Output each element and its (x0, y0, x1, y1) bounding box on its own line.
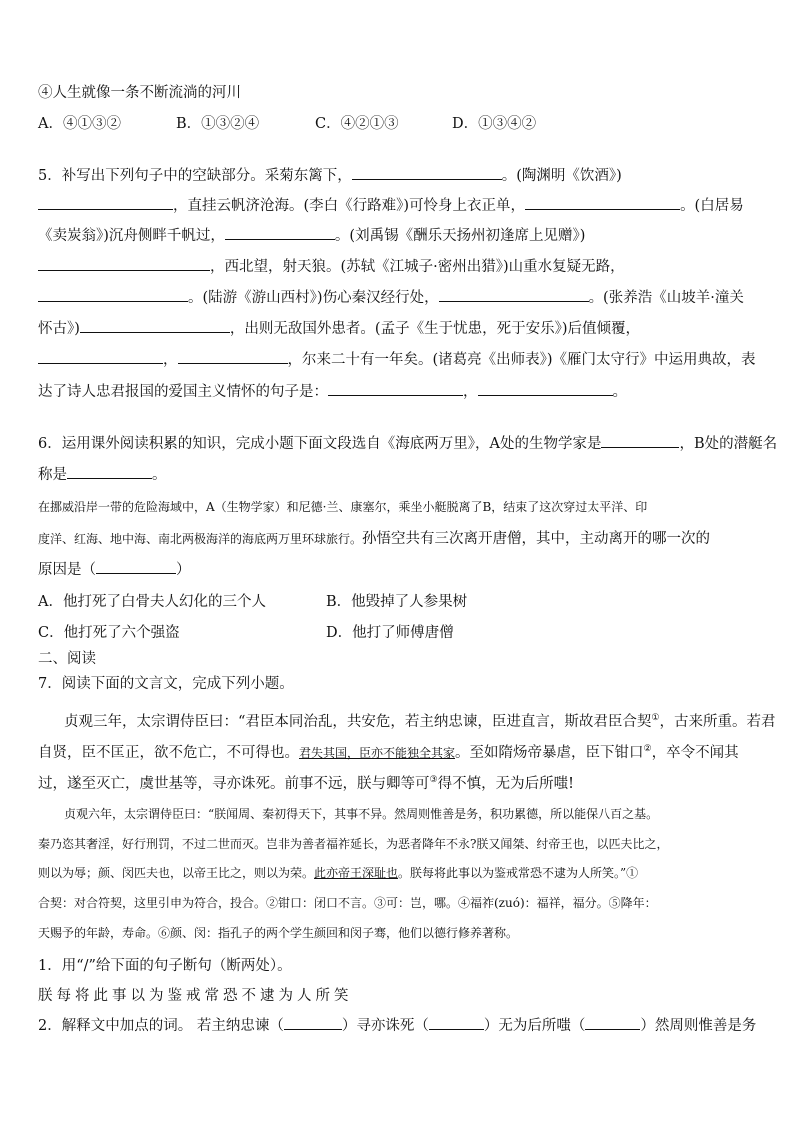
q5-line2: ，直挂云帆济沧海。(李白《行路难》)可怜身上衣正单， 。(白居易 (38, 195, 744, 217)
q5-line4: ，西北望，射天狼。(苏轼《江城子·密州出猎》)山重水复疑无路， (38, 256, 625, 278)
q5-line3: 《卖炭翁》)沉舟侧畔千帆过， 。(刘禹锡《酬乐天扬州初逢席上见赠》) (38, 225, 585, 247)
q5-line7: ， ，尔来二十有一年矣。(诸葛亮《出师表》)《雁门太守行》中运用典故，表 (38, 349, 756, 371)
q5-line1: 5．补写出下列句子中的空缺部分。采菊东篱下， 。(陶渊明《饮酒》) (38, 165, 622, 187)
q6-option-a: A．他打死了白骨夫人幻化的三个人 (38, 594, 266, 610)
q7-passage1-line3: 过，遂至灭亡，虞世基等，寻亦诛死。前事不远，朕与卿等可③得不慎，无为后所嗤! (38, 775, 574, 792)
q6-passage-line2: 度洋、红海、地中海、南北两极海洋的海底两万里环球旅行。孙悟空共有三次离开唐僧，其中，主动离开的哪一次的 (38, 531, 711, 547)
blank[interactable] (67, 464, 152, 479)
blank[interactable] (96, 559, 176, 574)
q7-notes-line2: 天赐予的年龄，寿命。⑥颜、闵：指孔子的两个学生颜回和闵子骞，他们以德行修养著称。 (38, 926, 519, 940)
q4-option-c: C．④②①③ (315, 116, 399, 132)
q6-line2: 称是 。 (38, 464, 167, 486)
blank[interactable] (178, 349, 288, 364)
q6-passage-line1: 在挪威沿岸一带的危险海域中，A（生物学家）和尼德·兰、康塞尔，乘坐小艇脱离了B，结束了这次穿过太平洋、印 (38, 500, 648, 514)
q6-question: 原因是（ ） (38, 559, 191, 581)
q4-option-d: D．①③④② (452, 116, 537, 132)
q7-passage2-line3: 则以为辱；颜、闵匹夫也，以帝王比之，则以为荣。此亦帝王深耻也。朕每将此事以为鉴戒常恐不逮为人所笑。”① (38, 866, 639, 880)
blank[interactable] (352, 165, 502, 180)
blank[interactable] (225, 225, 335, 240)
q4-item4: ④人生就像一条不断流淌的河川 (38, 85, 241, 101)
blank[interactable] (439, 287, 589, 302)
q4-option-b: B．①③②④ (176, 116, 260, 132)
blank[interactable] (478, 381, 613, 396)
q7-passage1-line2: 自贤，臣不匡正，欲不危亡，不可得也。君失其国，臣亦不能独全其家。至如隋炀帝暴虐，臣下钳口②，卒令不闻其 (38, 744, 739, 761)
q7-subquestion1: 1．用“/”给下面的句子断句（断两处）。 (38, 958, 292, 974)
q7-sentence-to-punctuate: 朕每将此事以为鉴戒常恐不逮为人所笑 (38, 988, 353, 1004)
blank[interactable] (38, 195, 173, 210)
q6-line1: 6．运用课外阅读积累的知识，完成小题下面文段选自《海底两万里》，A处的生物学家是 ，B处的潜艇名 (38, 433, 777, 455)
blank[interactable] (38, 349, 163, 364)
q6-option-d: D．他打了师傅唐僧 (326, 625, 454, 641)
q7-title: 7．阅读下面的文言文，完成下列小题。 (38, 676, 294, 692)
q7-passage1-line1: 贞观三年，太宗谓侍臣曰：“君臣本同治乱，共安危，若主纳忠谏，臣进直言，斯故君臣合契①，古来所重。若君 (64, 713, 776, 730)
section-heading: 二、阅读 (38, 651, 96, 667)
blank[interactable] (601, 433, 679, 448)
q7-passage2-line1: 贞观六年，太宗谓侍臣曰：“朕闻周、秦初得天下，其事不异。然周则惟善是务，积功累德，所以能保八百之基。 (64, 807, 659, 821)
q6-option-b: B．他毁掉了人参果树 (326, 594, 468, 610)
blank[interactable] (429, 1015, 484, 1030)
blank[interactable] (284, 1015, 342, 1030)
blank[interactable] (525, 195, 680, 210)
q7-subquestion2: 2．解释文中加点的词。 若主纳忠谏（ ）寻亦诛死（ ）无为后所嗤（ ）然周则惟善是务 (38, 1015, 756, 1037)
q5-line5: 。(陆游《游山西村》)伤心秦汉经行处， 。(张养浩《山坡羊·潼关 (38, 287, 744, 309)
blank[interactable] (38, 287, 188, 302)
q5-line8: 达了诗人忠君报国的爱国主义情怀的句子是： ， 。 (38, 381, 627, 403)
blank[interactable] (80, 318, 230, 333)
q6-option-c: C．他打死了六个强盗 (38, 625, 180, 641)
q7-passage2-line2: 秦乃恣其奢淫，好行刑罚，不过二世而灭。岂非为善者福祚延长，为恶者降年不永?朕又闻桀、纣帝王也，以匹夫比之， (38, 837, 669, 851)
blank[interactable] (38, 256, 210, 271)
q7-notes-line1: 合契：对合符契，这里引申为符合，投合。②钳口：闭口不言。③可：岂，哪。④福祚(zuó)：福祥，福分。⑤降年： (38, 896, 657, 910)
q5-line6: 怀古》) ，出则无敌国外患者。(孟子《生于忧患，死于安乐》)后值倾覆， (38, 318, 640, 340)
blank[interactable] (328, 381, 463, 396)
q4-option-a: A．④①③② (38, 116, 121, 132)
blank[interactable] (585, 1015, 640, 1030)
